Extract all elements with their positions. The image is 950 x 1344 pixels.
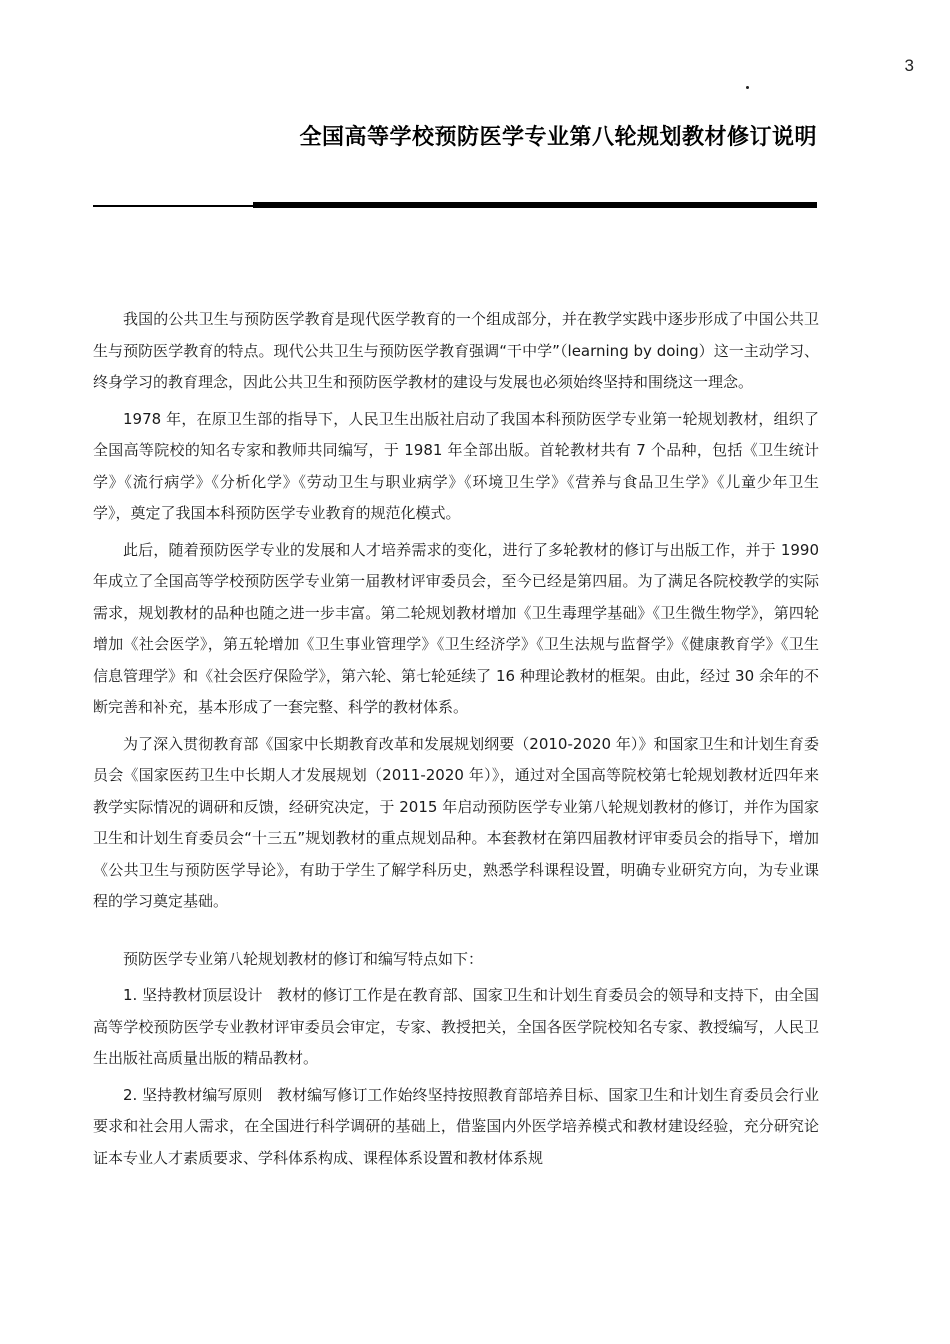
feature-item-2-head: 2. 坚持教材编写原则: [123, 1085, 263, 1104]
paragraph-1: 我国的公共卫生与预防医学教育是现代医学教育的一个组成部分，并在教学实践中逐步形成了中国公共卫生与预防医学教育的特点。现代公共卫生与预防医学教育强调“干中学”（learning by doing）这一主动学习、终身学习的教育理念，因此公共卫生和预防医学教材的建设与发展也必须始终坚持和围绕这一理念。: [93, 310, 819, 391]
title-rule-thin: [93, 205, 256, 207]
feature-item-1: [93, 980, 819, 1075]
page-title: 全国高等学校预防医学专业第八轮规划教材修订说明: [299, 125, 817, 150]
body-text: [93, 304, 819, 1179]
page-number: 3: [904, 56, 914, 75]
feature-item-1-text: 教材的修订工作是在教育部、国家卫生和计划生育委员会的领导和支持下，由全国高等学校预防医学专业教材评审委员会审定，专家、教授把关，全国各医学院校知名专家、教授编写，人民卫生出版社高质量出版的精品教材。: [93, 986, 819, 1067]
feature-item-1-head: 1. 坚持教材顶层设计: [123, 986, 263, 1004]
feature-item-2-text: 教材编写修订工作始终坚持按照教育部培养目标、国家卫生和计划生育委员会行业要求和社会用人需求，在全国进行科学调研的基础上，借鉴国内外医学培养模式和教材建设经验，充分研究论证本专业人才素质要求、学科体系构成、课程体系设置和教材体系规: [93, 1085, 819, 1167]
speck-mark: [746, 86, 749, 89]
feature-item-2: [93, 1080, 819, 1175]
paragraph-3: 此后，随着预防医学专业的发展和人才培养需求的变化，进行了多轮教材的修订与出版工作，并于 1990 年成立了全国高等学校预防医学专业第一届教材评审委员会，至今已经是第四届。为了满足各院校教学的实际需求，规划教材的品种也随之进一步丰富。第二轮规划教材增加《卫生毒理学基础》《卫生微生物学》，第四轮增加《社会医学》，第五轮增加《卫生事业管理学》《卫生经济学》《卫生法规与监督学》《健康教育学》《卫生信息管理学》和《社会医疗保险学》，第六轮、第七轮延续了 16 种理论教材的框架。由此，经过 30 余年的不断完善和补充，基本形成了一套完整、科学的教材体系。: [93, 540, 819, 716]
title-rule-thick: [253, 202, 817, 208]
paragraph-2: 1978 年，在原卫生部的指导下，人民卫生出版社启动了我国本科预防医学专业第一轮规划教材，组织了全国高等院校的知名专家和教师共同编写，于 1981 年全部出版。首轮教材共有 7 个品种，包括《卫生统计学》《流行病学》《分析化学》《劳动卫生与职业病学》《环境卫生学》《营养与食品卫生学》《儿童少年卫生学》，奠定了我国本科预防医学专业教育的规范化模式。: [93, 409, 819, 522]
paragraph-4: 为了深入贯彻教育部《国家中长期教育改革和发展规划纲要（2010-2020 年）》和国家卫生和计划生育委员会《国家医药卫生中长期人才发展规划（2011-2020 年）》，通过对全国高等院校第七轮规划教材近四年来教学实际情况的调研和反馈，经研究决定，于 2015 年启动预防医学专业第八轮规划教材的修订，并作为国家卫生和计划生育委员会“十三五”规划教材的重点规划品种。本套教材在第四届教材评审委员会的指导下，增加《公共卫生与预防医学导论》，有助于学生了解学科历史，熟悉学科课程设置，明确专业研究方向，为专业课程的学习奠定基础。: [93, 734, 819, 910]
features-intro: 预防医学专业第八轮规划教材的修订和编写特点如下：: [123, 949, 484, 968]
